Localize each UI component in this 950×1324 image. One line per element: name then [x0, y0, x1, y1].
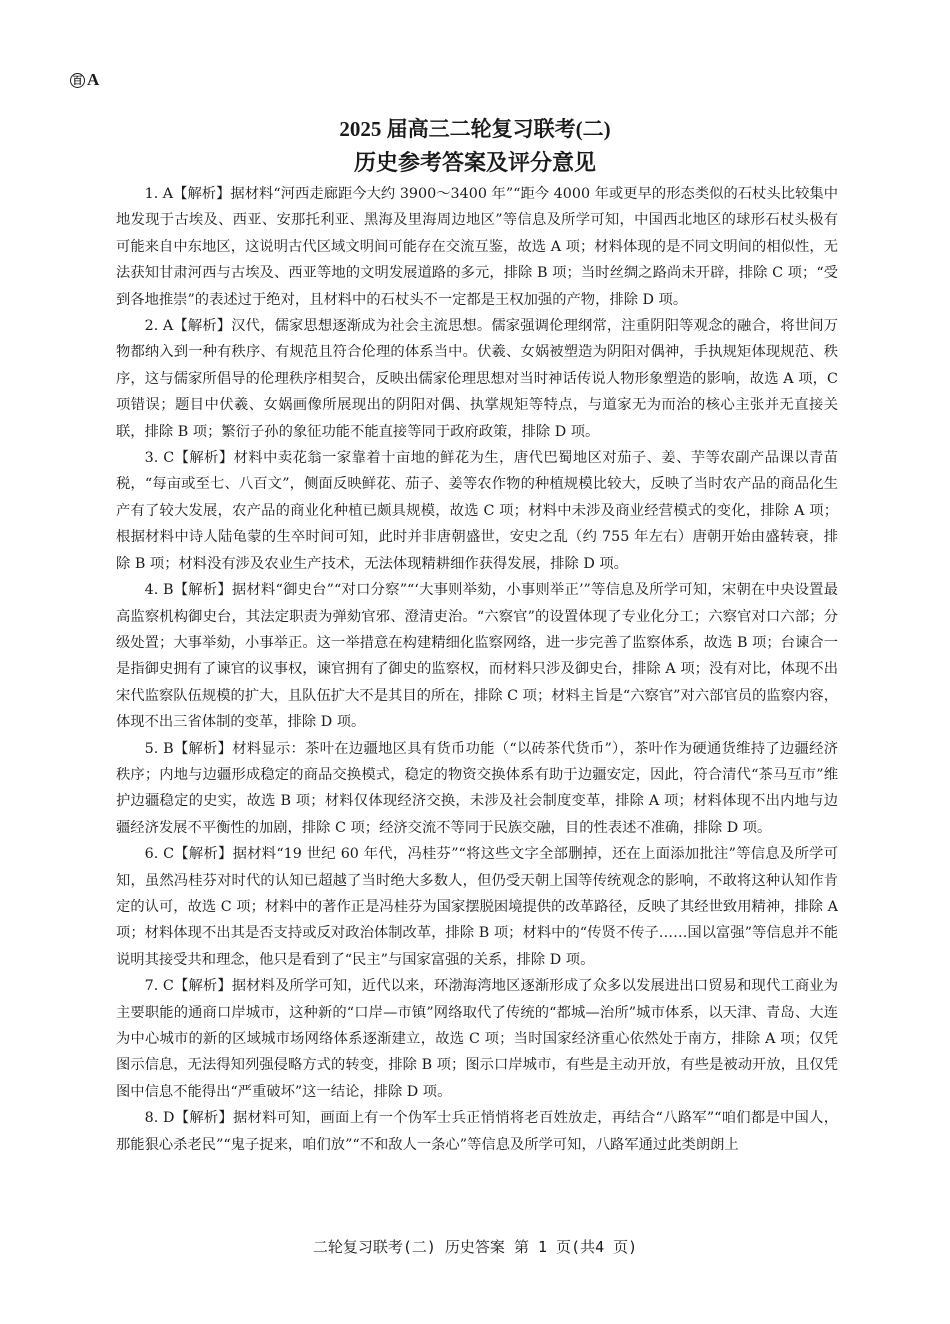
answer-item-4: 4. B【解析】据材料“御史台”“对口分察”“‘大事则举劾，小事则举正’”等信息及所学可知，宋朝在中央设置最高监察机构御史台，其法定职责为弹劾官邪、澄清吏治。“六察官”的设置体现了专业化分工；六察官对口六部；分级处置；大事举劾，小事举正。这一举措意在构建精细化监察网络，进一步完善了监察体系，故选 B 项；台谏合一是指御史拥有了谏官的议事权，谏官拥有了御史的监察权，而材料只涉及御史台，排除 A 项；没有对比，体现不出宋代监察队伍规模的扩大，且队伍扩大不是其目的所在，排除 C 项；材料主旨是“六察官”对六部官员的监察内容，体现不出三省体制的变革，排除 D 项。	[116, 582, 838, 731]
page-footer: 二轮复习联考(二) 历史答案 第 1 页(共4 页)	[312, 1238, 638, 1256]
answer-item-3: 3. C【解析】材料中卖花翁一家靠着十亩地的鲜花为生，唐代巴蜀地区对茄子、姜、芋等农副产品课以青苗税，“每亩或至七、八百文”，侧面反映鲜花、茄子、姜等农作物的种植规模比较大，反映了当时农产品的商品化生产有了较大发展，农产品的商业化种植已颇具规模，故选 C 项；材料中未涉及商业经营模式的变化，排除 A 项；根据材料中诗人陆龟蒙的生卒时间可知，此时并非唐朝盛世，安史之乱（约 755 年左右）唐朝开始由盛转衰，排除 B 项；材料没有涉及农业生产技术，无法体现精耕细作获得发展，排除 D 项。	[116, 450, 838, 572]
answer-item-6: 6. C【解析】据材料“19 世纪 60 年代，冯桂芬”“将这些文字全部删掉，还在上面添加批注”等信息及所学可知，虽然冯桂芬对时代的认知已超越了当时绝大多数人，但仍受天朝上国等传统观念的影响，不敢将这种认知作肯定的认可，故选 C 项；材料中的著作正是冯桂芬为国家摆脱困境提供的改革路径，反映了其经世致用精神，排除 A 项；材料体现不出其是否支持或反对政治体制改革，排除 B 项；材料中的“传贤不传子……国以富强”等信息并不能说明其接受共和理念，他只是看到了“民主”与国家富强的关系，排除 D 项。	[116, 846, 838, 968]
exam-title: 2025 届高三二轮复习联考(二)	[339, 117, 611, 141]
seal-icon: 百	[70, 73, 85, 88]
paper-mark	[70, 70, 99, 90]
answer-item-5: 5. B【解析】材料显示：茶叶在边疆地区具有货币功能（“以砖茶代货币”），茶叶作为硬通货维持了边疆经济秩序；内地与边疆形成稳定的商品交换模式，稳定的物资交换体系有助于边疆安定，因此，符合清代“茶马互市”维护边疆稳定的史实，故选 B 项；材料仅体现经济交换，未涉及社会制度变革，排除 A 项；材料体现不出内地与边疆经济发展不平衡性的加剧，排除 C 项；经济交流不等同于民族交融，目的性表述不准确，排除 D 项。	[116, 740, 838, 836]
answers-content	[116, 181, 838, 1158]
answer-item-7: 7. C【解析】据材料及所学可知，近代以来，环渤海湾地区逐渐形成了众多以发展进出口贸易和现代工商业为主要职能的通商口岸城市，这种新的“口岸—市镇”网络取代了传统的“都城—治所”城市体系，以天津、青岛、大连为中心城市的新的区域城市场网络体系逐渐建立，故选 C 项；当时国家经济重心依然处于南方，排除 A 项；仅凭图示信息，无法得知列强侵略方式的转变，排除 B 项；图示口岸城市，有些是主动开放，有些是被动开放，且仅凭图中信息不能得出“严重破坏”这一结论，排除 D 项。	[116, 978, 838, 1100]
paper-mark-letter: A	[87, 70, 100, 89]
answer-item-1: 1. A【解析】据材料“河西走廊距今大约 3900～3400 年”“距今 4000 年或更早的形态类似的石杖头比较集中地发现于古埃及、西亚、安那托利亚、黑海及里海周边地区”等信息及所学可知，中国西北地区的球形石杖头极有可能来自中东地区，这说明古代区域文明间可能存在交流互鉴，故选 A 项；材料体现的是不同文明间的相似性，无法获知甘肃河西与古埃及、西亚等地的文明发展道路的多元，排除 B 项；当时丝绸之路尚未开辟，排除 C 项；“受到各地推崇”的表述过于绝对，且材料中的石杖头不一定都是王权加强的产物，排除 D 项。	[116, 186, 838, 308]
answer-item-8: 8. D【解析】据材料可知，画面上有一个伪军士兵正悄悄将老百姓放走，再结合“八路军”“咱们都是中国人，那能狠心杀老民”“鬼子捉来，咱们放”“不和敌人一条心”等信息及所学可知，八路军通过此类朗朗上	[116, 1110, 838, 1153]
document-title: 历史参考答案及评分意见	[353, 151, 596, 176]
answer-item-2: 2. A【解析】汉代，儒家思想逐渐成为社会主流思想。儒家强调伦理纲常，注重阴阳等观念的融合，将世间万物都纳入到一种有秩序、有规范且符合伦理的体系当中。伏羲、女娲被塑造为阴阳对偶神，手执规矩体现规范、秩序，这与儒家所倡导的伦理秩序相契合，反映出儒家伦理思想对当时神话传说人物形象塑造的影响，故选 A 项，C 项错误；题目中伏羲、女娲画像所展现出的阴阳对偶、执掌规矩等特点，与道家无为而治的核心主张并无直接关联，排除 B 项；繁衍子孙的象征功能不能直接等同于政府政策，排除 D 项。	[116, 318, 838, 440]
